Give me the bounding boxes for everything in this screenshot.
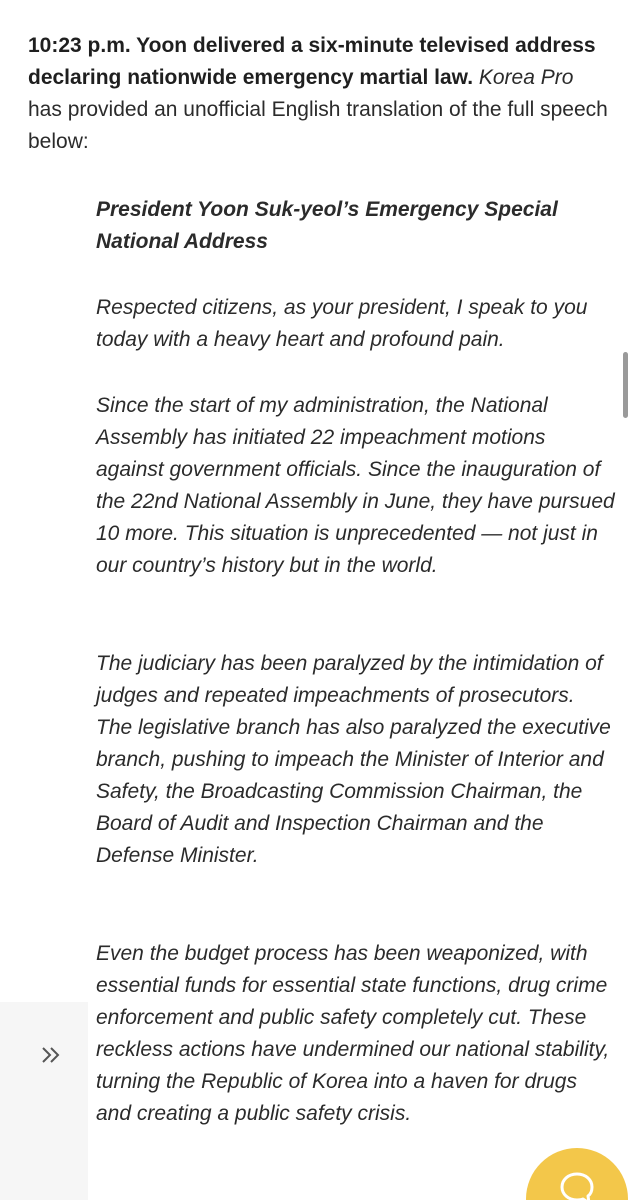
chat-bubble-icon bbox=[558, 1170, 596, 1200]
speech-paragraph-4: Even the budget process has been weaponized, with essential funds for essential state functions, drug crime enforcement and public safety completely cut. These reckless actions have undermined our national stability, turning the Republic of Korea into a haven for drugs and creating a public safety crisis. bbox=[96, 942, 610, 1125]
intro-bold-text: 10:23 p.m. Yoon delivered a six-minute televised address declaring nationwide emergency martial law. bbox=[28, 34, 596, 89]
speech-paragraph-2: Since the start of my administration, the National Assembly has initiated 22 impeachment motions against government officials. Since the inauguration of the 22nd National Assembly in June, they have pursued 10 more. This situation is unprecedented — not just in our country’s history but in the world. bbox=[96, 394, 615, 577]
double-chevron-right-icon[interactable] bbox=[38, 1042, 64, 1068]
article-intro bbox=[28, 30, 608, 158]
speech-paragraph-1: Respected citizens, as your president, I speak to you today with a heavy heart and profound pain. bbox=[96, 296, 588, 351]
chat-button[interactable] bbox=[526, 1148, 628, 1200]
publication-name: Korea Pro bbox=[478, 66, 574, 89]
side-panel bbox=[0, 1002, 88, 1200]
scrollbar-thumb[interactable] bbox=[623, 352, 628, 418]
speech-paragraph-3: The judiciary has been paralyzed by the intimidation of judges and repeated impeachments of prosecutors. The legislative branch has also paralyzed the executive branch, pushing to impeach the Minister of Interior and Safety, the Broadcasting Commission Chairman, the Board of Audit and Inspection Chairman and the Defense Minister. bbox=[96, 652, 611, 867]
speech-title: President Yoon Suk-yeol’s Emergency Special National Address bbox=[96, 198, 558, 253]
intro-rest-text: has provided an unofficial English translation of the full speech below: bbox=[28, 98, 608, 153]
